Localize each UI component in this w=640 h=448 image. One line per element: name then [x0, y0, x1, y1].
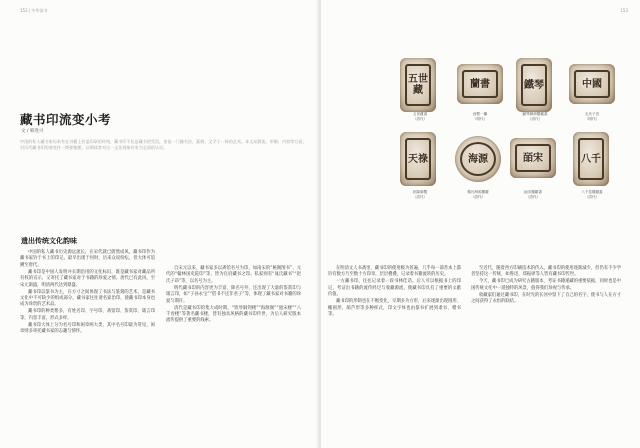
running-head-left: 152 | 中华读书: [20, 8, 48, 13]
body-column-4: [471, 266, 621, 306]
paragraph: 至近代，随着西方印刷技术的传入，藏书印的使用逐渐减少，但仍有不少学者坚持这一传统，如鲁迅、郑振铎等人皆有藏书印传世。: [471, 266, 621, 278]
article-abstract: 中国的私人藏书家历来有在书籍上钤盖印章的传统，藏书印不仅是藏书的凭信，更是一门融书法、篆刻、文学于一体的艺术。本文从源流、形制、内容等方面，对历代藏书印的演变作一简要梳理，以期读者对这一文化现象有更为全面的认识。: [20, 139, 307, 151]
seal-caption: 西蜀一蘭 （明代）: [472, 112, 488, 121]
seal-caption: 皕宋樓藏書 （清代）: [524, 190, 542, 199]
paragraph: 藏书印的形制也在不断变化，早期多为方形，后来逐渐出现圆形、椭圆形、葫芦形等多种样式，印文字体也由篆书扩展到隶书、楷书等。: [328, 299, 461, 318]
paragraph: 今天，藏书印已成为研究古籍版本、考证书籍递藏的重要依据，同时也是中国传统文化中一道独特的风景，值得我们珍视与传承。: [471, 279, 621, 291]
paragraph: 明代藏书印的内容更为丰富，除名号外，还出现了大量的鉴赏印与箴言印，如“子孙永宝”“借书不还非君子”等，体现了藏书家对书籍的珍爱与期许。: [166, 285, 301, 304]
paragraph: 藏书印以篆书为主，在方寸之间体现了书法与篆刻的艺术，是藏书文化中不可缺少的组成部分。藏书家往往请名家治印，使藏书印本身也成为珍贵的艺术品。: [20, 289, 155, 308]
right-page: [321, 0, 640, 448]
seal-image: 五世藏: [400, 58, 436, 112]
paragraph: 在明清文人书斋里，藏书印的使用极为普遍，几乎每一部善本上都钤有数方乃至数十方印章，层层叠叠，记录着书籍流转的历史。: [328, 266, 461, 278]
paragraph: 藏书印大体上分为名号印和闲章两大类，其中名号印最为常见，闲章则多寄托藏书家的志趣与情怀。: [20, 322, 155, 335]
paragraph: 一方藏书印，往往记录着一段书林佳话。后人可以根据书上的印记，考证出书籍的流传经过与收藏源流，使藏书印具有了重要的文献价值。: [328, 279, 461, 298]
seal-caption: 毛氏子晉 （明代）: [584, 112, 600, 121]
paragraph: 藏书印是中国人发明并长期沿用的文化标识，既是藏书家对藏品所有权的宣示，又寄托了藏书家对于书籍的珍爱之情。唐代已有此风，至宋元渐盛，明清两代达到鼎盛。: [20, 269, 155, 288]
seal-image: 海源: [455, 136, 501, 182]
seal-image: 蘭書: [457, 64, 503, 104]
seal-image: 八千: [573, 132, 609, 186]
body-column-2: [166, 266, 301, 325]
paragraph: 中国的私人藏书历史源远流长，在宋代就已蔚然成风。藏书印作为藏书家钤于书上的印记，最早出现于何时，历来众说纷纭，但大体可追溯至唐代。: [20, 250, 155, 268]
paragraph: 藏书印的种类繁多，有姓名印、字号印、斋馆印、鉴赏印、箴言印等，内容丰富，形式多样。: [20, 309, 155, 321]
seal-caption: 八千卷樓藏書 （清代）: [581, 190, 603, 199]
seal-image: 天祿: [400, 132, 436, 186]
body-column-1: [20, 250, 155, 336]
seal-image: 皕宋: [510, 138, 556, 178]
seal-caption: 乾隆御覽 （清代）: [412, 190, 428, 199]
body-column-3: [328, 266, 461, 319]
article-title: 藏书印流变小考: [20, 112, 112, 127]
seal-image: 鐵琴: [516, 58, 552, 112]
paragraph: 自宋元以来，藏书家多以斋馆名号为印，如南宋的“秘阁图书”，元代的“翰林国史院印”等，皆为官府藏书之印。私家则有“晁氏藏书”“赵氏子昂”等，以名号为主。: [166, 266, 301, 284]
seal-caption: 五世藏書 （清代）: [412, 112, 428, 121]
seal-image: 中國: [569, 64, 615, 104]
seal-caption: 鐵琴銅劍樓藏書 （清代）: [522, 112, 548, 121]
section-heading: 遗出传统文化韵味: [21, 236, 77, 245]
paragraph: 清代是藏书印的集大成时期，“铁琴铜剑楼”“海源阁”“皕宋楼”“八千卷楼”等著名藏书楼，皆有独具风格的藏书印传世，为后人研究版本流传提供了重要的线索。: [166, 305, 301, 324]
left-page: [0, 0, 319, 448]
running-head-right: 153: [620, 8, 628, 13]
article-author: 文 / 韩进兴: [21, 129, 44, 134]
paragraph: 收藏家们通过藏书印，在时光的长河中留下了自己的名字，使书与人在方寸之间获得了永恒的联结。: [471, 292, 621, 305]
seal-caption: 楊氏海源閣藏 （清代）: [467, 190, 489, 199]
